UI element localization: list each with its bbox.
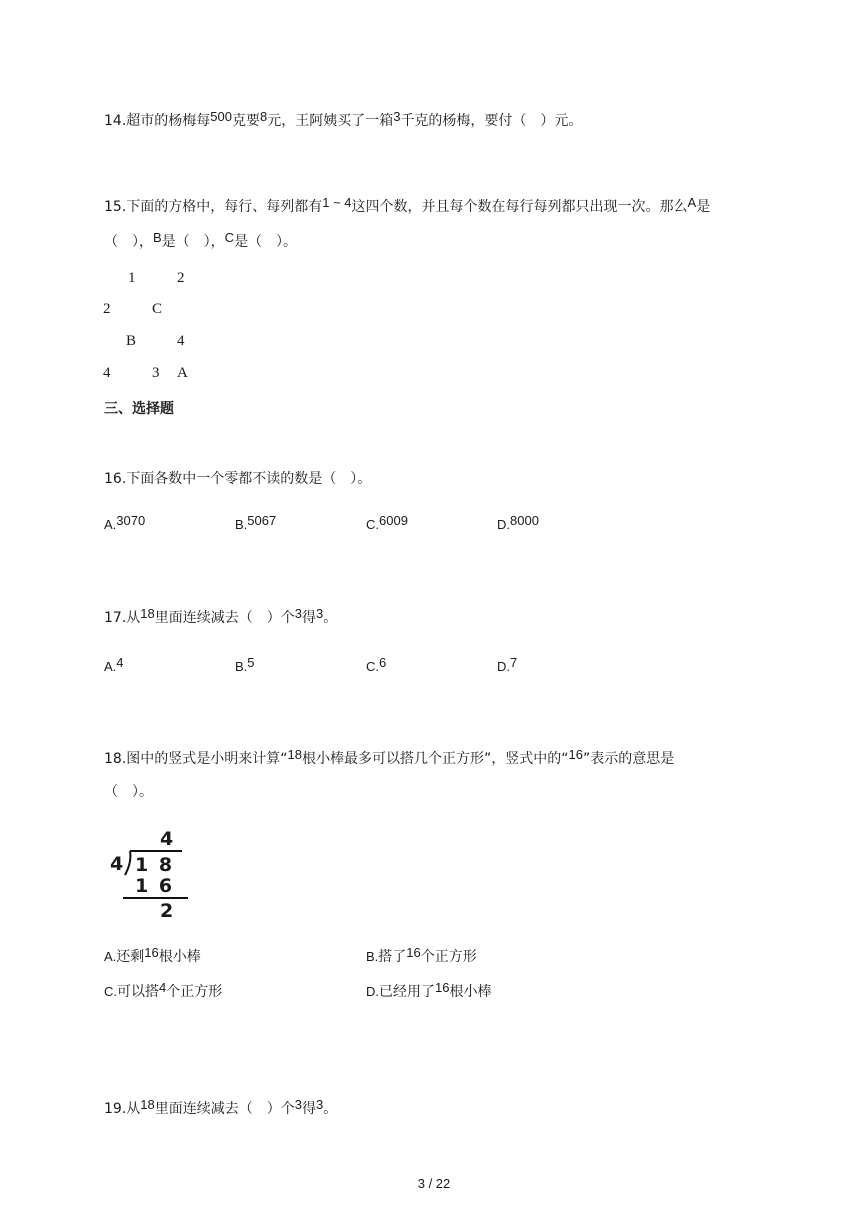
q18-text-2: 根小棒最多可以搭几个正方形”，竖式中的“ [302, 751, 569, 767]
q15-letter-b: B [153, 230, 162, 245]
grid-cell: 4 [103, 365, 111, 381]
q15-letter-c: C [224, 230, 235, 245]
q14-text-4: 千克的杨梅，要付（ ）元。 [400, 113, 583, 129]
grid-cell: B [126, 333, 137, 349]
question-15-line-2 [104, 230, 298, 250]
division-divisor: 4 [110, 853, 124, 875]
q17-num-3b: 3 [315, 606, 324, 621]
q18-text-3: ”表示的意思是 [582, 751, 675, 767]
question-18-line-2: （ ）。 [104, 784, 153, 800]
question-18-line-1 [104, 747, 675, 767]
q17-num-18: 18 [140, 606, 155, 621]
grid-cell: 2 [177, 270, 185, 286]
q16-option-a[interactable]: A.3070 [104, 513, 146, 532]
q15-letter-a: A [687, 195, 697, 210]
q15-blank-c: 是（ ）。 [234, 234, 298, 250]
q18-option-b[interactable]: B.搭了16个正方形 [366, 945, 477, 965]
q16-option-d[interactable]: D.8000 [497, 513, 539, 532]
q17-options [104, 655, 804, 676]
section-title: 三、选择题 [104, 401, 174, 417]
q17-option-b[interactable]: B.5 [235, 655, 255, 674]
question-19-stem [104, 1097, 338, 1117]
q19-text-2: 里面连续减去（ ）个 [154, 1101, 295, 1117]
grid-cell: A [177, 365, 188, 381]
q19-num-18: 18 [140, 1097, 155, 1112]
q17-option-d[interactable]: D.7 [497, 655, 518, 674]
q15-blank-a: （ ）， [104, 234, 153, 250]
grid-cell: C [152, 301, 163, 317]
grid-cell: 1 [128, 270, 136, 286]
division-remainder: 2 [160, 900, 174, 922]
q17-num-3: 3 [294, 606, 302, 621]
q14-text-2: 克要 [231, 113, 260, 129]
q15-blank-b: 是（ ）， [161, 234, 225, 250]
q15-text-2: 这四个数，并且每个数在每行每列都只出现一次。那么 [351, 199, 688, 215]
q15-range: 1 ~ 4 [322, 195, 352, 210]
q17-text-1: 17.从 [104, 610, 141, 626]
q17-text-3: 得 [301, 610, 316, 626]
question-15-line-1 [104, 195, 711, 215]
q19-text-4: 。 [323, 1101, 338, 1117]
q14-text-3: 元，王阿姨买了一箱 [267, 113, 394, 129]
division-dividend: 1 8 [135, 854, 175, 876]
q18-text-1: 18.图中的竖式是小明来计算“ [104, 751, 288, 767]
q14-text-1: 14.超市的杨梅每 [104, 113, 211, 129]
q16-option-c[interactable]: C.6009 [366, 513, 408, 532]
question-14 [104, 109, 583, 129]
page-number: 3 / 22 [417, 1176, 451, 1191]
q17-option-a[interactable]: A.4 [104, 655, 124, 674]
q18-option-c[interactable]: C.可以搭4个正方形 [104, 980, 223, 1000]
q17-text-2: 里面连续减去（ ）个 [154, 610, 295, 626]
division-product: 1 6 [135, 875, 175, 897]
q16-options [104, 513, 804, 534]
grid-cell: 4 [177, 333, 185, 349]
division-quotient: 4 [160, 828, 174, 850]
q18-num-16: 16 [568, 747, 583, 762]
grid-cell: 2 [103, 301, 111, 317]
question-17-stem [104, 606, 338, 626]
q16-option-b[interactable]: B.5067 [235, 513, 277, 532]
q17-text-4: 。 [323, 610, 338, 626]
q15-text-3: 是 [696, 199, 711, 215]
q19-num-3: 3 [294, 1097, 302, 1112]
grid-cell: 3 [152, 365, 160, 381]
question-16-stem: 16.下面各数中一个零都不读的数是（ ）。 [104, 471, 372, 487]
q18-num-18: 18 [287, 747, 302, 762]
q19-text-3: 得 [301, 1101, 316, 1117]
q18-option-d[interactable]: D.已经用了16根小棒 [366, 980, 492, 1000]
q17-option-c[interactable]: C.6 [366, 655, 387, 674]
q14-num-3: 3 [393, 109, 401, 124]
q18-option-a[interactable]: A.还剩16根小棒 [104, 945, 201, 965]
q15-text-1: 15.下面的方格中，每行、每列都有 [104, 199, 323, 215]
q19-text-1: 19.从 [104, 1101, 141, 1117]
long-division-figure [108, 828, 192, 924]
q19-num-3b: 3 [315, 1097, 324, 1112]
q14-num-8: 8 [259, 109, 268, 124]
q14-num-500: 500 [210, 109, 232, 124]
